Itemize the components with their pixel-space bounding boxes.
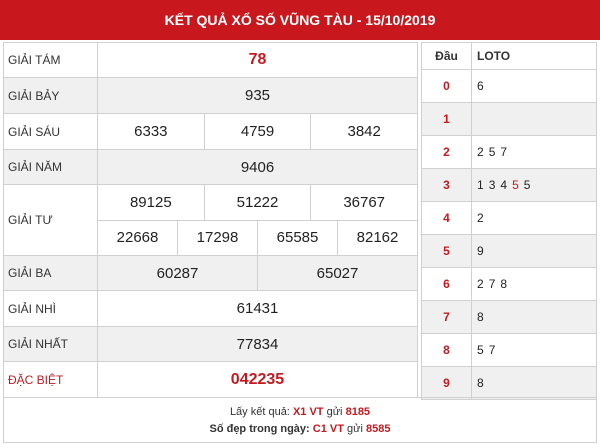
loto-dau: 7 bbox=[422, 301, 472, 333]
prize-number: 36767 bbox=[310, 185, 417, 220]
prize-row-bay bbox=[4, 78, 418, 114]
sms-text: gửi bbox=[326, 406, 343, 418]
loto-tails bbox=[472, 169, 596, 201]
prize-row-tam bbox=[4, 43, 418, 78]
loto-tails bbox=[472, 70, 596, 102]
prize-number: 6333 bbox=[134, 123, 168, 140]
prize-label: GIẢI NHẤT bbox=[4, 327, 98, 361]
loto-tail-digit: 5 bbox=[477, 343, 484, 357]
loto-header bbox=[422, 43, 597, 70]
prize-label: GIẢI BA bbox=[4, 256, 98, 290]
prize-label: GIẢI TƯ bbox=[4, 185, 98, 255]
loto-table bbox=[421, 42, 597, 400]
loto-dau: 1 bbox=[422, 103, 472, 135]
prize-row-tu bbox=[4, 185, 418, 256]
loto-tail-digit: 9 bbox=[477, 244, 484, 258]
loto-row bbox=[422, 103, 597, 136]
prize-row-sau bbox=[4, 114, 418, 150]
loto-dau: 0 bbox=[422, 70, 472, 102]
sms-code: X1 VT bbox=[292, 406, 324, 418]
sms-text: gửi bbox=[347, 423, 363, 435]
prize-number: 77834 bbox=[236, 335, 279, 353]
sms-code: C1 VT bbox=[312, 423, 344, 435]
loto-tail-digit: 8 bbox=[477, 376, 484, 390]
loto-row bbox=[422, 169, 597, 202]
special-prize-number: 042235 bbox=[230, 370, 285, 388]
loto-tail-digit: 5 bbox=[523, 178, 531, 192]
prize-number: 65027 bbox=[257, 256, 417, 290]
prize-row-nhi bbox=[4, 291, 418, 327]
loto-tails bbox=[472, 103, 596, 135]
sms-info bbox=[3, 397, 597, 443]
loto-dau: 3 bbox=[422, 169, 472, 201]
loto-tail-digit: 2 bbox=[477, 277, 484, 291]
sms-text: Số đẹp trong ngày: bbox=[209, 423, 310, 435]
loto-dau: 6 bbox=[422, 268, 472, 300]
prize-label: ĐẶC BIỆT bbox=[4, 362, 98, 397]
loto-tail-digit: 1 bbox=[477, 178, 484, 192]
prize-label: GIẢI BẢY bbox=[4, 78, 98, 113]
loto-tails bbox=[472, 136, 596, 168]
loto-dau: 2 bbox=[422, 136, 472, 168]
loto-row bbox=[422, 367, 597, 400]
prize-label: GIẢI NĂM bbox=[4, 150, 98, 184]
loto-row bbox=[422, 235, 597, 268]
prize-table bbox=[3, 42, 418, 398]
loto-row bbox=[422, 70, 597, 103]
loto-tail-digit: 7 bbox=[488, 277, 496, 291]
loto-dau: 8 bbox=[422, 334, 472, 366]
prize-number: 9406 bbox=[240, 158, 275, 176]
loto-row bbox=[422, 268, 597, 301]
prize-number: 82162 bbox=[337, 221, 417, 256]
loto-head-dau: Đầu bbox=[422, 43, 472, 69]
loto-tail-digit: 7 bbox=[500, 145, 508, 159]
prize-number: 935 bbox=[244, 87, 271, 104]
prize-row-special bbox=[4, 362, 418, 398]
loto-tail-digit: 8 bbox=[500, 277, 508, 291]
prize-label: GIẢI SÁU bbox=[4, 114, 98, 149]
loto-dau: 9 bbox=[422, 367, 472, 399]
loto-tail-digit: 3 bbox=[488, 178, 496, 192]
prize-number: 4759 bbox=[204, 114, 311, 149]
prize-number: 51222 bbox=[204, 185, 311, 220]
loto-tails bbox=[472, 268, 596, 300]
loto-row bbox=[422, 334, 597, 367]
loto-tail-digit: 5 bbox=[488, 145, 496, 159]
loto-tail-digit: 2 bbox=[477, 145, 484, 159]
loto-tails bbox=[472, 202, 596, 234]
prize-row-nam bbox=[4, 150, 418, 185]
prize-row-ba bbox=[4, 256, 418, 291]
loto-tail-digit: 4 bbox=[500, 178, 508, 192]
prize-number: 89125 bbox=[129, 193, 172, 211]
loto-row bbox=[422, 301, 597, 334]
loto-head-loto: LOTO bbox=[477, 49, 511, 63]
sms-number: 8185 bbox=[345, 406, 371, 418]
loto-tails bbox=[472, 301, 596, 333]
loto-tail-digit: 2 bbox=[477, 211, 484, 225]
prize-label: GIẢI TÁM bbox=[4, 43, 98, 77]
loto-tail-digit: 8 bbox=[477, 310, 484, 324]
prize-number: 17298 bbox=[177, 221, 257, 256]
prize-row-nhat bbox=[4, 327, 418, 362]
sms-line-2 bbox=[4, 421, 596, 438]
loto-row bbox=[422, 136, 597, 169]
page-title: KẾT QUẢ XỔ SỐ VŨNG TÀU - 15/10/2019 bbox=[0, 0, 600, 40]
prize-number: 65585 bbox=[257, 221, 337, 256]
loto-tails bbox=[472, 334, 596, 366]
loto-row bbox=[422, 202, 597, 235]
loto-tails bbox=[472, 367, 596, 399]
prize-number: 60287 bbox=[156, 264, 199, 282]
loto-tail-digit: 5 bbox=[512, 178, 519, 192]
loto-tail-digit: 7 bbox=[488, 343, 496, 357]
loto-tail-digit: 6 bbox=[477, 79, 484, 93]
sms-number: 8585 bbox=[366, 423, 391, 435]
sms-line-1 bbox=[4, 404, 596, 421]
loto-dau: 5 bbox=[422, 235, 472, 267]
loto-dau: 4 bbox=[422, 202, 472, 234]
prize-number: 3842 bbox=[310, 114, 417, 149]
prize-label: GIẢI NHÌ bbox=[4, 291, 98, 326]
prize-number: 22668 bbox=[116, 229, 159, 247]
prize-number: 78 bbox=[248, 51, 267, 68]
prize-number: 61431 bbox=[236, 300, 279, 317]
sms-text: Lấy kết quả: bbox=[229, 406, 290, 418]
loto-tails bbox=[472, 235, 596, 267]
